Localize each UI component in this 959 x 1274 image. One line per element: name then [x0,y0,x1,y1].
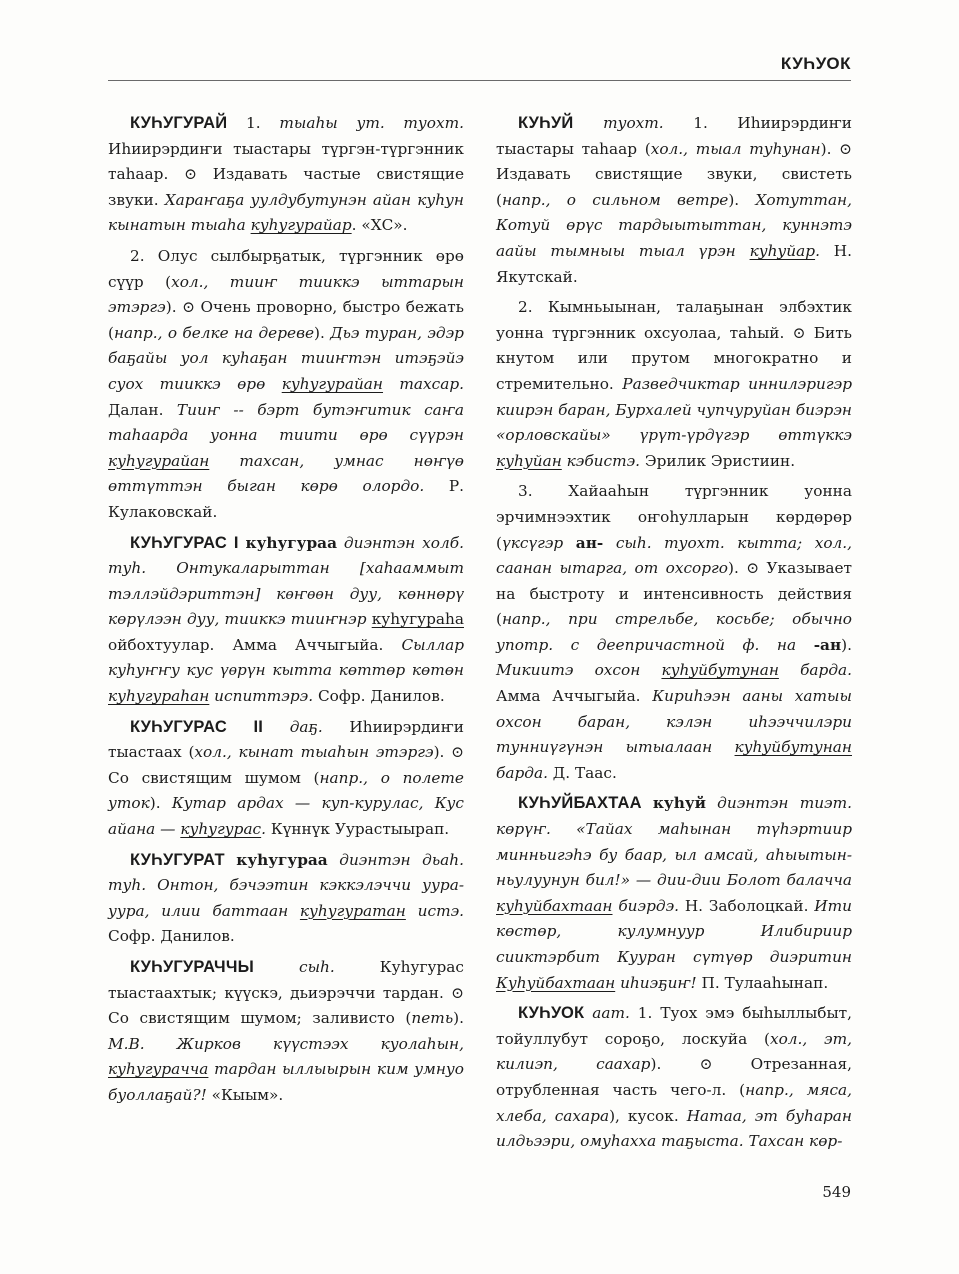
grammar-label: даҕ. [289,717,323,736]
entry-kuhuguras-2 [108,715,464,843]
definition: Иһиирэрдиҥи тыастаах ( [108,717,464,762]
headword: КУҺУГУРАС II [130,717,264,736]
source: Н. Заболоцкай. [679,896,815,915]
example: Дьэ туран, эдэр баҕайы уол куһаҕан тииҥтэн итэҕэйэ суох тииккэ өрө [108,323,464,393]
headword: КУҺУГУРАЙ [130,114,228,132]
text [225,851,237,869]
example: истэ. [405,901,465,920]
entry-kuhuguras-1 [108,531,464,710]
example: Тииҥ -- бэрт бутэҥитик саҥа таһаарда уонна тиити өрө сүүрэн [108,400,464,445]
text: ). [149,794,172,813]
headword: КУҺУГУРАС I [130,533,239,552]
source: Д. Таас. [547,763,617,782]
usage-note: напр., о полете уток [108,768,464,813]
suffix: -ан [813,635,842,654]
example-keyword: Куһуйбахтаан [496,973,616,992]
example: Натаа, эт буһаран илдьээри, омуһахха таҕыста. Тахсан көр- [496,1106,852,1151]
definition: 1. Иһиирэрдиҥи тыастары таһаар ( [496,114,852,158]
grammar-label: тыаһы ут. туохт. [279,114,464,132]
example-keyword: куһугурас [180,820,262,839]
definition: ), кусок. [609,1106,687,1125]
usage-note: петь [411,1009,454,1028]
example: . [261,820,267,839]
example: Сыллар куһуҥҥу кус үѳрүн кытта көттөр көтөн [108,635,464,680]
entry-kuhui [496,111,852,290]
usage-note: напр., мяса, хлеба, сахара [496,1080,852,1125]
grammar-label: аат. [592,1004,630,1023]
source: Н. Якутскай. [496,241,852,286]
example: Кутар ардах — куп-курулас, Кус айана — [108,794,464,839]
text: ). [728,190,756,209]
right-column [496,111,852,1160]
header-rule [108,80,851,81]
headword: КУҺУГУРАТ [130,850,225,869]
example-keyword: куһуйбутунан [661,661,779,680]
usage-note: напр., при стрельбе, косьбе; обычно употр. с деепричастной ф. на [496,610,852,654]
example-keyword: куһуйар [749,241,816,260]
example: диэнтэн тиэт. көрүҥ. «Тайах маһынан түһэртиир минньигэһэ бу баар, ыл амсай, аһыытын-ньулуунун бил!» — дии-дии Болот балачча [496,794,852,890]
example-keyword: куһугуратан [299,901,406,920]
entry-kuhugurai [108,111,464,239]
entry-kuhuguraччy [108,955,464,1109]
source: Софр. Данилов. [313,687,445,706]
definition: Куһугурас тыастаахтык; күүскэ, дьиэрэччи тардан. ⊙ Со свистящим шумом; заливисто ( [108,958,464,1028]
text: ойбохтуулар. [108,635,215,654]
definition: ). ⊙ Издавать свистящие звуки, свистеть ( [496,139,852,209]
example-keyword: куһуйан [496,451,562,470]
sense-2 [496,295,852,474]
example: диэнтэн холб. туһ. Онтукаларыттан [хаһааммыт тэллэйдэриттэн] кѳҥѳѳн дуу, көннөрү көрүлээн дуу, тииккэ тииҥнэр [108,533,464,629]
example: барда. [778,661,852,680]
example: барда. [496,763,548,782]
example-keyword: куһугурайан [281,374,384,393]
text [239,534,246,552]
source: . «ХС». [351,216,408,235]
entry-kuhuibakhtaa [496,791,852,996]
left-column [108,111,464,1114]
root-word: куһугураа [236,850,328,869]
example: тардан ыллыырын ким умнуо буоллаҕай?! [108,1060,464,1104]
definition: ). ⊙ Отрезанная, отрубленная часть чего-л. ( [496,1055,852,1099]
example-keyword: куһуйбахтаан [496,896,613,915]
example: иһиэҕиҥ! [615,973,697,992]
example: М.В. Жирков күүстээх куолаһын, [108,1034,464,1053]
source: Күннүк Уурастыырап. [266,820,450,839]
root-word: куһугураа [245,533,337,552]
usage-note: напр., о белке на дереве [113,323,315,342]
root-word: куһуй [652,794,706,813]
headword: КУҺУГУРАЧЧЫ [130,958,254,976]
definition: ). ⊙ Очень проворно, быстро бежать ( [108,298,464,342]
definition: ). ⊙ Указывает на быстроту и интенсивность действия ( [496,559,852,629]
running-head: КУҺУОК [780,54,851,73]
example: Хараҥаҕа уулдубутунэн айан куһун кынатын тыаһа [108,190,464,235]
text [706,794,717,812]
sense-2 [108,244,464,526]
entry-kuhuok [496,1001,852,1155]
headword: КУҺУОК [518,1004,585,1023]
source: Амма Аччыгыйа. [214,635,402,654]
grammar-label: туохт. [603,114,664,132]
page-number: 549 [822,1183,851,1201]
text [254,958,299,976]
entry-kuhugurat [108,848,464,950]
source: Амма Аччыгыйа. [496,687,653,706]
grammar-label: сыһ. [299,958,335,976]
text: ). [453,1009,464,1028]
example: биэрдэ. [612,896,680,915]
headword: КУҺУЙ [518,114,574,132]
example: Разведчиктар иннилэригэр киирэн баран, Бурхалей чупчуруйан биэрэн «орловскайы» үрүт-үрдүгэр өттүккэ [496,374,852,445]
text: ). [314,323,331,342]
source: П. Тулааһынап. [696,973,829,992]
suffix: ан- [575,533,604,552]
headword: КУҺУЙБАХТАА [518,794,642,813]
text [328,851,340,869]
definition: ). ⊙ Со свистящим шумом ( [108,743,464,787]
example-keyword: куһугурачча [108,1060,209,1079]
example: кэбистэ. [561,451,641,470]
source: Софр. Данилов. [108,927,235,946]
usage-note: хол., кынат тыаһын этэргэ [194,743,434,762]
source: Р. Кулаковскай. [108,477,464,521]
sense-3 [496,479,852,786]
definition: 2. Олус сылбырҕатык, түргэнник өрө сүүр ( [108,246,464,291]
example-keyword: куһугурайар [250,216,352,235]
usage-note: хол., эт, килиэп, саахар [496,1029,852,1074]
usage-note: хол., тииҥ тииккэ ыттарын этэргэ [108,272,464,317]
text: ). [841,635,852,654]
definition: 3. Хайааһын түргэнник уонна эрчимнээхтик оҥоһулларын көрдөрөр ( [496,482,852,552]
example: тахсан, умнас нөҥүө өттүттэн быган көрө олордо. [108,451,464,496]
example: Кириһээн ааны хатыы охсон баран, кэлэн иһээччилэри тунниүгүнэн ытыалаан [496,687,852,757]
example-keyword: куһугураһа [371,610,464,629]
source: «Кыым». [206,1085,284,1104]
text [263,718,290,736]
example: . [815,241,820,260]
text [337,534,344,552]
usage-note: үксүгэр [501,533,576,552]
source: Эрилик Эристиин. [640,451,796,470]
definition: Иһиирэрдиҥи тыастары түргэн-түргэнник таһаар. ⊙ Издавать частые свистящие звуки. [108,139,464,209]
example-keyword: куһугураһан [108,687,210,706]
example: Ити көстөр, кулумнуур Илибириир сииктэрбит Кууран сүтүөр диэритин [496,896,852,966]
definition: 1. Туох эмэ быһыллыбыт, тойуллубут сороҕо, лоскуйа ( [496,1004,852,1048]
example: испиттэрэ. [209,687,314,706]
text: 1. [227,114,280,132]
source: Далан. [108,400,177,419]
definition: 2. Кымньыынан, талаҕынан элбэхтик уонна түргэнник охсуолаа, таһый. ⊙ Бить кнутом или прутом многократно и стремительно. [496,298,852,393]
usage-note: хол., тыал туһунан [650,139,821,158]
example: Хотуттан, Котуй өрүс тардыытыттан, куннэтэ аайы тымныы тыал үрэн [496,190,852,260]
text [642,794,653,812]
example: Микиитэ охсон [496,661,662,680]
example-keyword: куһуйбутунан [734,738,852,757]
example-keyword: куһугурайан [108,451,210,470]
text [573,114,603,132]
usage-note: напр., о сильном ветре [501,190,729,209]
example: тахсар. [383,374,464,393]
usage-note: сыһ. туохт. кытта; хол., саанан ытарга, от охсорго [496,533,853,578]
example: диэнтэн дьаһ. туһ. Онтон, бэчээтин кэккэлэччи уура-уура, илии баттаан [108,850,464,920]
